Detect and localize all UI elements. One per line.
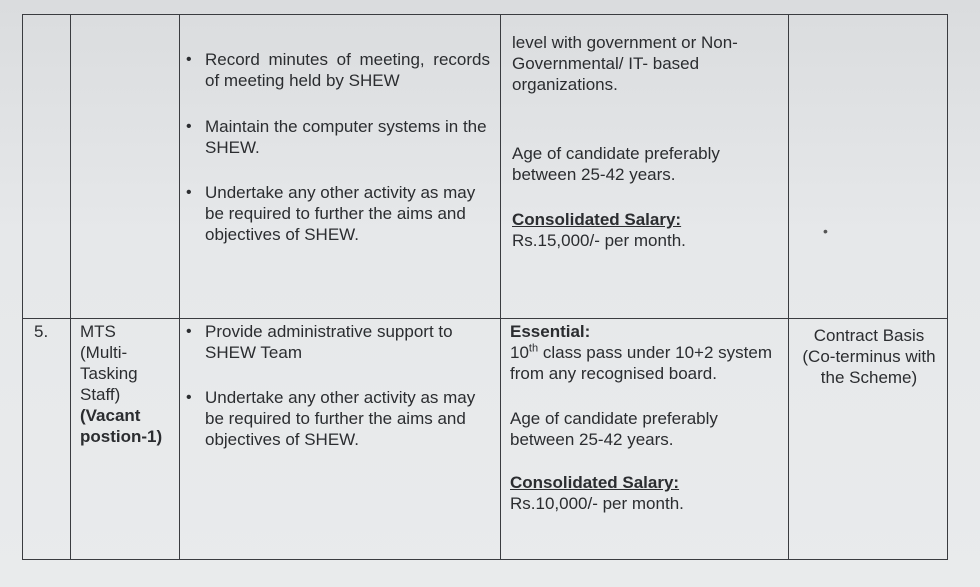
list-item (180, 387, 490, 450)
term-cell (789, 319, 948, 560)
bullet-icon: • (186, 184, 192, 201)
duty-text: Provide administrative support to SHEW Team (205, 322, 453, 362)
post-title: MTS (Multi-Tasking Staff) (80, 322, 138, 404)
essential-num: 10 (510, 343, 529, 362)
salary-value: Rs.10,000/- per month. (510, 494, 684, 513)
salary-heading: Consolidated Salary: (512, 210, 682, 229)
list-item (180, 321, 490, 363)
list-item (180, 49, 490, 91)
duty-text: Undertake any other activity as may be required to further the aims and objectives of SHEW. (205, 388, 476, 449)
sl-no-cell (23, 319, 71, 560)
essential-sup: th (528, 342, 539, 355)
recruitment-table (22, 14, 948, 560)
essential-text (510, 342, 780, 384)
bullet-icon: • (186, 323, 192, 340)
essential-rest: class pass under 10+2 system from any recognised board. (510, 343, 772, 383)
salary-value: Rs.15,000/- per month. (512, 231, 686, 250)
duty-text: Record minutes of meeting, records of meeting held by SHEW (205, 50, 490, 90)
contract-term: Contract Basis (Co-terminus with the Scheme) (802, 326, 936, 387)
bullet-icon: • (186, 389, 192, 406)
age-requirement: Age of candidate preferably between 25-42 years. (510, 409, 718, 449)
qualification-cell (501, 319, 789, 560)
table-row (23, 319, 948, 560)
post-cell (71, 319, 180, 560)
duties-cell (180, 15, 501, 319)
post-name (71, 319, 179, 447)
list-item (180, 116, 490, 158)
list-item (180, 182, 490, 245)
post-cell (71, 15, 180, 319)
essential-heading: Essential: (510, 322, 591, 341)
qualification-cell (501, 15, 789, 319)
duty-text: Undertake any other activity as may be required to further the aims and objectives of SHEW. (205, 183, 476, 244)
stray-mark: • (823, 223, 828, 239)
bullet-icon: • (186, 118, 192, 135)
sl-no: 5. (34, 322, 49, 341)
table-row (23, 15, 948, 319)
salary-heading: Consolidated Salary: (510, 473, 680, 492)
term-cell (789, 15, 948, 319)
qualification-block (501, 15, 788, 251)
sl-no-cell (23, 15, 71, 319)
duties-list (180, 15, 500, 245)
qualification-block (501, 319, 788, 514)
bullet-icon: • (186, 51, 192, 68)
duties-list (180, 319, 500, 450)
post-vacancy: (Vacant postion-1) (80, 406, 163, 446)
age-requirement: Age of candidate preferably between 25-42 years. (512, 144, 720, 184)
qualification-continued: level with government or Non-Governmental/ IT- based organizations. (512, 33, 738, 94)
duties-cell (180, 319, 501, 560)
duty-text: Maintain the computer systems in the SHEW. (205, 117, 487, 157)
